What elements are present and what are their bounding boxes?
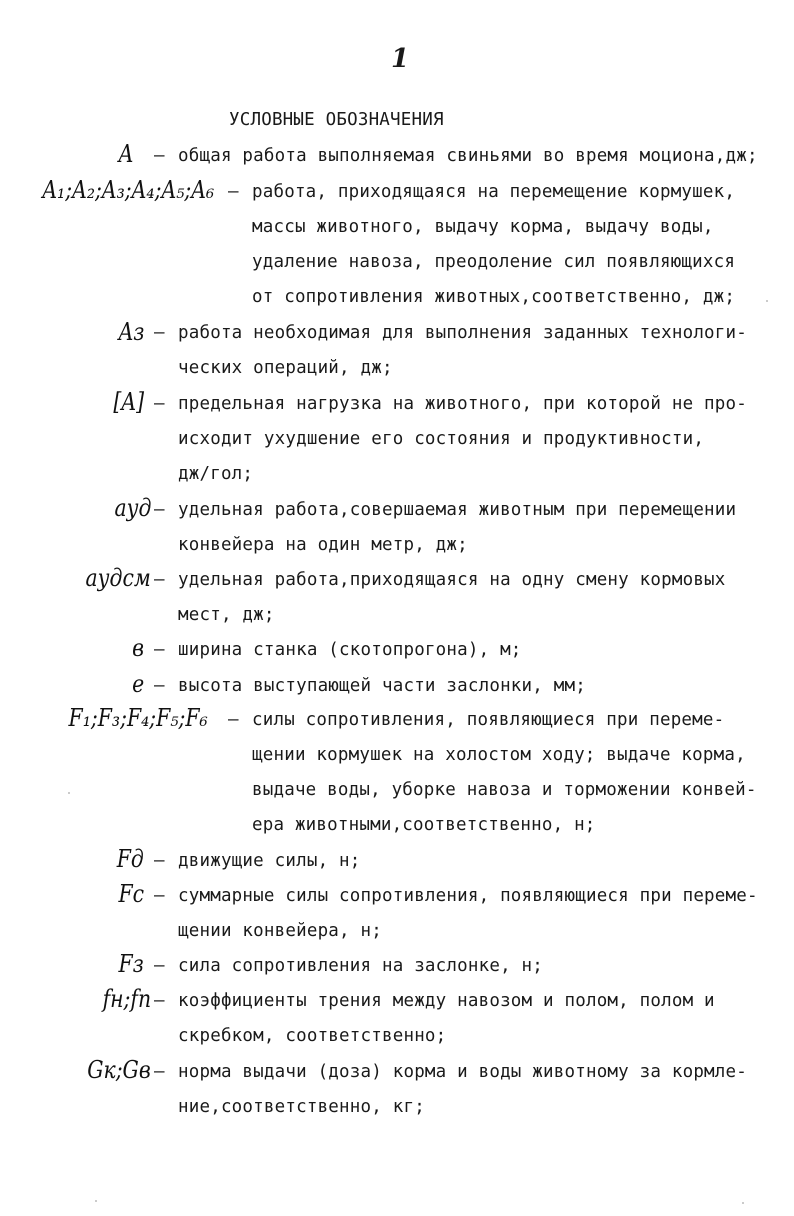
- definition-line: ера животными,соответственно, н;: [252, 815, 596, 835]
- dash: –: [154, 956, 165, 976]
- dash: –: [154, 886, 165, 906]
- dash: –: [154, 676, 165, 696]
- scan-speck: [742, 1202, 744, 1204]
- definition-line: исходит ухудшение его состояния и продуктивности,: [178, 429, 705, 449]
- definition-line: удаление навоза, преодоление сил появляющихся: [252, 252, 736, 272]
- dash: –: [154, 640, 165, 660]
- definition-line: щении конвейера, н;: [178, 921, 382, 941]
- definition-line: суммарные силы сопротивления, появляющиеся при переме-: [178, 886, 758, 906]
- definition-line: от сопротивления животных,соответственно, дж;: [252, 287, 736, 307]
- symbol-a-ud-sm: aудсм: [85, 564, 151, 592]
- definition-line: конвейера на один метр, дж;: [178, 535, 468, 555]
- dash: –: [228, 182, 239, 202]
- definition-line: высота выступающей части заслонки, мм;: [178, 676, 586, 696]
- dash: –: [154, 394, 165, 414]
- symbol-f-n-f-p: fн;fп: [102, 985, 151, 1013]
- symbol-A-z: Aз: [118, 318, 144, 346]
- symbol-F-z: Fз: [118, 950, 144, 978]
- definition-line: удельная работа,приходящаяся на одну смену кормовых: [178, 570, 726, 590]
- definition-line: предельная нагрузка на животного, при которой не про-: [178, 394, 748, 414]
- definition-line: выдаче воды, уборке навоза и торможении конвей-: [252, 780, 757, 800]
- definition-line: силы сопротивления, появляющиеся при переме-: [252, 710, 725, 730]
- dash: –: [154, 851, 165, 871]
- definition-line: щении кормушек на холостом ходу; выдаче корма,: [252, 745, 746, 765]
- symbol-A1-A6: A₁;A₂;A₃;A₄;A₅;A₆: [42, 176, 214, 204]
- dash: –: [154, 323, 165, 343]
- definition-line: норма выдачи (доза) корма и воды животному за кормле-: [178, 1062, 748, 1082]
- symbol-F-c: Fс: [118, 880, 144, 908]
- scan-speck: [766, 300, 768, 302]
- dash: –: [154, 1062, 165, 1082]
- definition-line: движущие силы, н;: [178, 851, 361, 871]
- definition-line: работа необходимая для выполнения заданных технологи-: [178, 323, 748, 343]
- dash: –: [154, 570, 165, 590]
- definition-line: коэффициенты трения между навозом и полом, полом и: [178, 991, 715, 1011]
- definition-line: удельная работа,совершаемая животным при перемещении: [178, 500, 737, 520]
- definition-line: ческих операций, дж;: [178, 358, 393, 378]
- symbol-A: A: [118, 140, 133, 168]
- symbol-F1-F6: F₁;F₃;F₄;F₅;F₆: [68, 704, 208, 732]
- symbol-e: e: [131, 670, 144, 698]
- dash: –: [154, 991, 165, 1011]
- scan-speck: [95, 1200, 97, 1202]
- scan-speck: [68, 792, 70, 794]
- definition-line: скребком, соответственно;: [178, 1026, 447, 1046]
- dash: –: [154, 500, 165, 520]
- definition-line: общая работа выполняемая свиньями во время моциона,дж;: [178, 146, 758, 166]
- dash: –: [154, 146, 165, 166]
- definition-line: сила сопротивления на заслонке, н;: [178, 956, 544, 976]
- definition-line: дж/гол;: [178, 464, 254, 484]
- definition-line: ширина станка (скотопрогона), м;: [178, 640, 522, 660]
- definition-line: массы животного, выдачу корма, выдачу воды,: [252, 217, 714, 237]
- symbol-F-d: Fд: [116, 845, 144, 873]
- symbol-G-k-G-v: Gк;Gв: [87, 1056, 151, 1084]
- symbol-v: в: [132, 634, 144, 662]
- definition-line: ние,соответственно, кг;: [178, 1097, 425, 1117]
- symbol-a-ud: aуд: [114, 494, 151, 522]
- page-title: УСЛОВНЫЕ ОБОЗНАЧЕНИЯ: [229, 110, 444, 130]
- definition-line: мест, дж;: [178, 605, 275, 625]
- dash: –: [228, 710, 239, 730]
- page-number: 1: [391, 44, 410, 74]
- definition-line: работа, приходящаяся на перемещение кормушек,: [252, 182, 736, 202]
- symbol-A-limit: [A]: [113, 388, 144, 416]
